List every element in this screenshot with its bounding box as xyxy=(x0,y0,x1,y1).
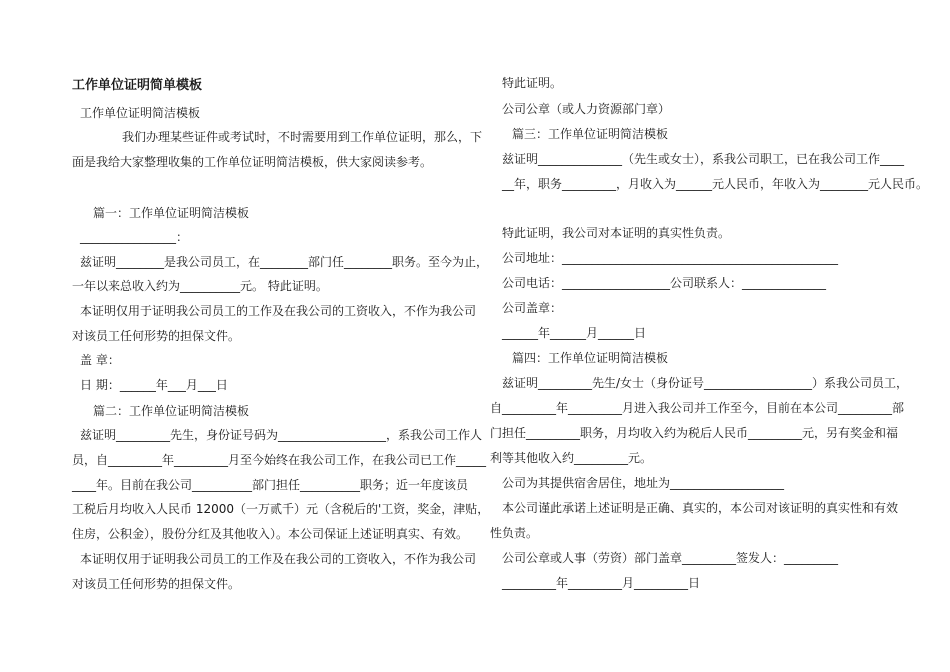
section-3-heading: 篇三：工作单位证明简洁模板 xyxy=(512,127,669,141)
section-1-note-1: 本证明仅用于证明我公司员工的工作及在我公司的工资收入，不作为我公司 xyxy=(80,304,477,318)
document-title: 工作单位证明简单模板 xyxy=(72,78,203,93)
section-2-body-2: 员，自_________年_________月至今始终在我公司工作，在我公司已工作_____ xyxy=(72,453,487,467)
intro-line-1: 我们办理某些证件或考试时，不时需要用到工作单位证明，那么，下 xyxy=(122,130,483,144)
section-3-address: 公司地址：______________________________________________ xyxy=(502,251,839,265)
section-2-body-5: 住房，公积金），股份分红及其他收入）。本公司保证上述证明真实、有效。 xyxy=(72,527,469,541)
section-1-note-2: 对该员工任何形势的担保文件。 xyxy=(72,329,241,343)
section-4-body-1: 兹证明_________先生/女士（身份证号__________________）系我公司员工， xyxy=(502,376,909,390)
section-4-body-4: 利等其他收入约_________元。 xyxy=(490,451,653,465)
section-2-note-1: 本证明仅用于证明我公司员工的工作及在我公司的工资收入，不作为我公司 xyxy=(80,552,477,566)
section-2-note-2: 对该员工任何形势的担保文件。 xyxy=(72,577,241,591)
section-4-date: _________年_________月_________日 xyxy=(502,576,701,590)
section-2-closing: 特此证明。 xyxy=(502,76,563,90)
section-3-body-2: __年，职务_________，月收入为______元人民币，年收入为________元人民币。 xyxy=(502,177,929,191)
section-3-date: ______年______月______日 xyxy=(502,326,647,340)
section-4-pledge-2: 性负责。 xyxy=(490,526,539,540)
intro-line-2: 面是我给大家整理收集的工作单位证明简洁模板，供大家阅读参考。 xyxy=(72,155,433,169)
section-3-seal: 公司盖章： xyxy=(502,301,563,315)
section-4-body-3: 门担任_________职务，月均收入约为税后人民币_________元，另有奖金和福 xyxy=(490,426,899,440)
section-4-housing: 公司为其提供宿舍居住，地址为___________________ xyxy=(502,476,785,490)
document-subtitle: 工作单位证明简洁模板 xyxy=(80,106,201,120)
section-2-body-3: ____年。目前在我公司__________部门担任__________职务；近一年度该员 xyxy=(72,478,469,492)
section-4-body-2: 自_________年_________月进入我公司并工作至今，目前在本公司_________部 xyxy=(490,401,905,415)
section-3-closing: 特此证明，我公司对本证明的真实性负责。 xyxy=(502,226,731,240)
section-1-body-2: 一年以来总收入约为__________元。 特此证明。 xyxy=(72,279,328,293)
section-4-seal: 公司公章或人事（劳资）部门盖章_________签发人：_________ xyxy=(502,551,839,565)
section-2-body-4: 工税后月均收入人民币 12000（一万贰千）元（含税后的'工资，奖金，津贴， xyxy=(72,502,490,516)
section-3-phone: 公司电话：__________________公司联系人：______________ xyxy=(502,276,827,290)
section-3-body-1: 兹证明______________（先生或女士），系我公司职工，已在我公司工作____ xyxy=(502,152,905,166)
section-4-heading: 篇四：工作单位证明简洁模板 xyxy=(512,351,669,365)
section-1-addressee: ________________： xyxy=(80,230,189,244)
section-2-seal: 公司公章（或人力资源部门章） xyxy=(502,102,671,116)
section-1-date: 日 期：______年___月___日 xyxy=(80,378,228,392)
section-2-body-1: 兹证明_________先生，身份证号码为__________________，系我公司工作人 xyxy=(80,428,483,442)
section-1-body-1: 兹证明________是我公司员工，在________部门任________职务。至今为止， xyxy=(80,255,489,269)
section-4-pledge-1: 本公司谨此承诺上述证明是正确、真实的，本公司对该证明的真实性和有效 xyxy=(502,501,899,515)
section-2-heading: 篇二：工作单位证明简洁模板 xyxy=(93,404,250,418)
section-1-seal: 盖 章： xyxy=(80,353,120,367)
section-1-heading: 篇一：工作单位证明简洁模板 xyxy=(93,206,250,220)
